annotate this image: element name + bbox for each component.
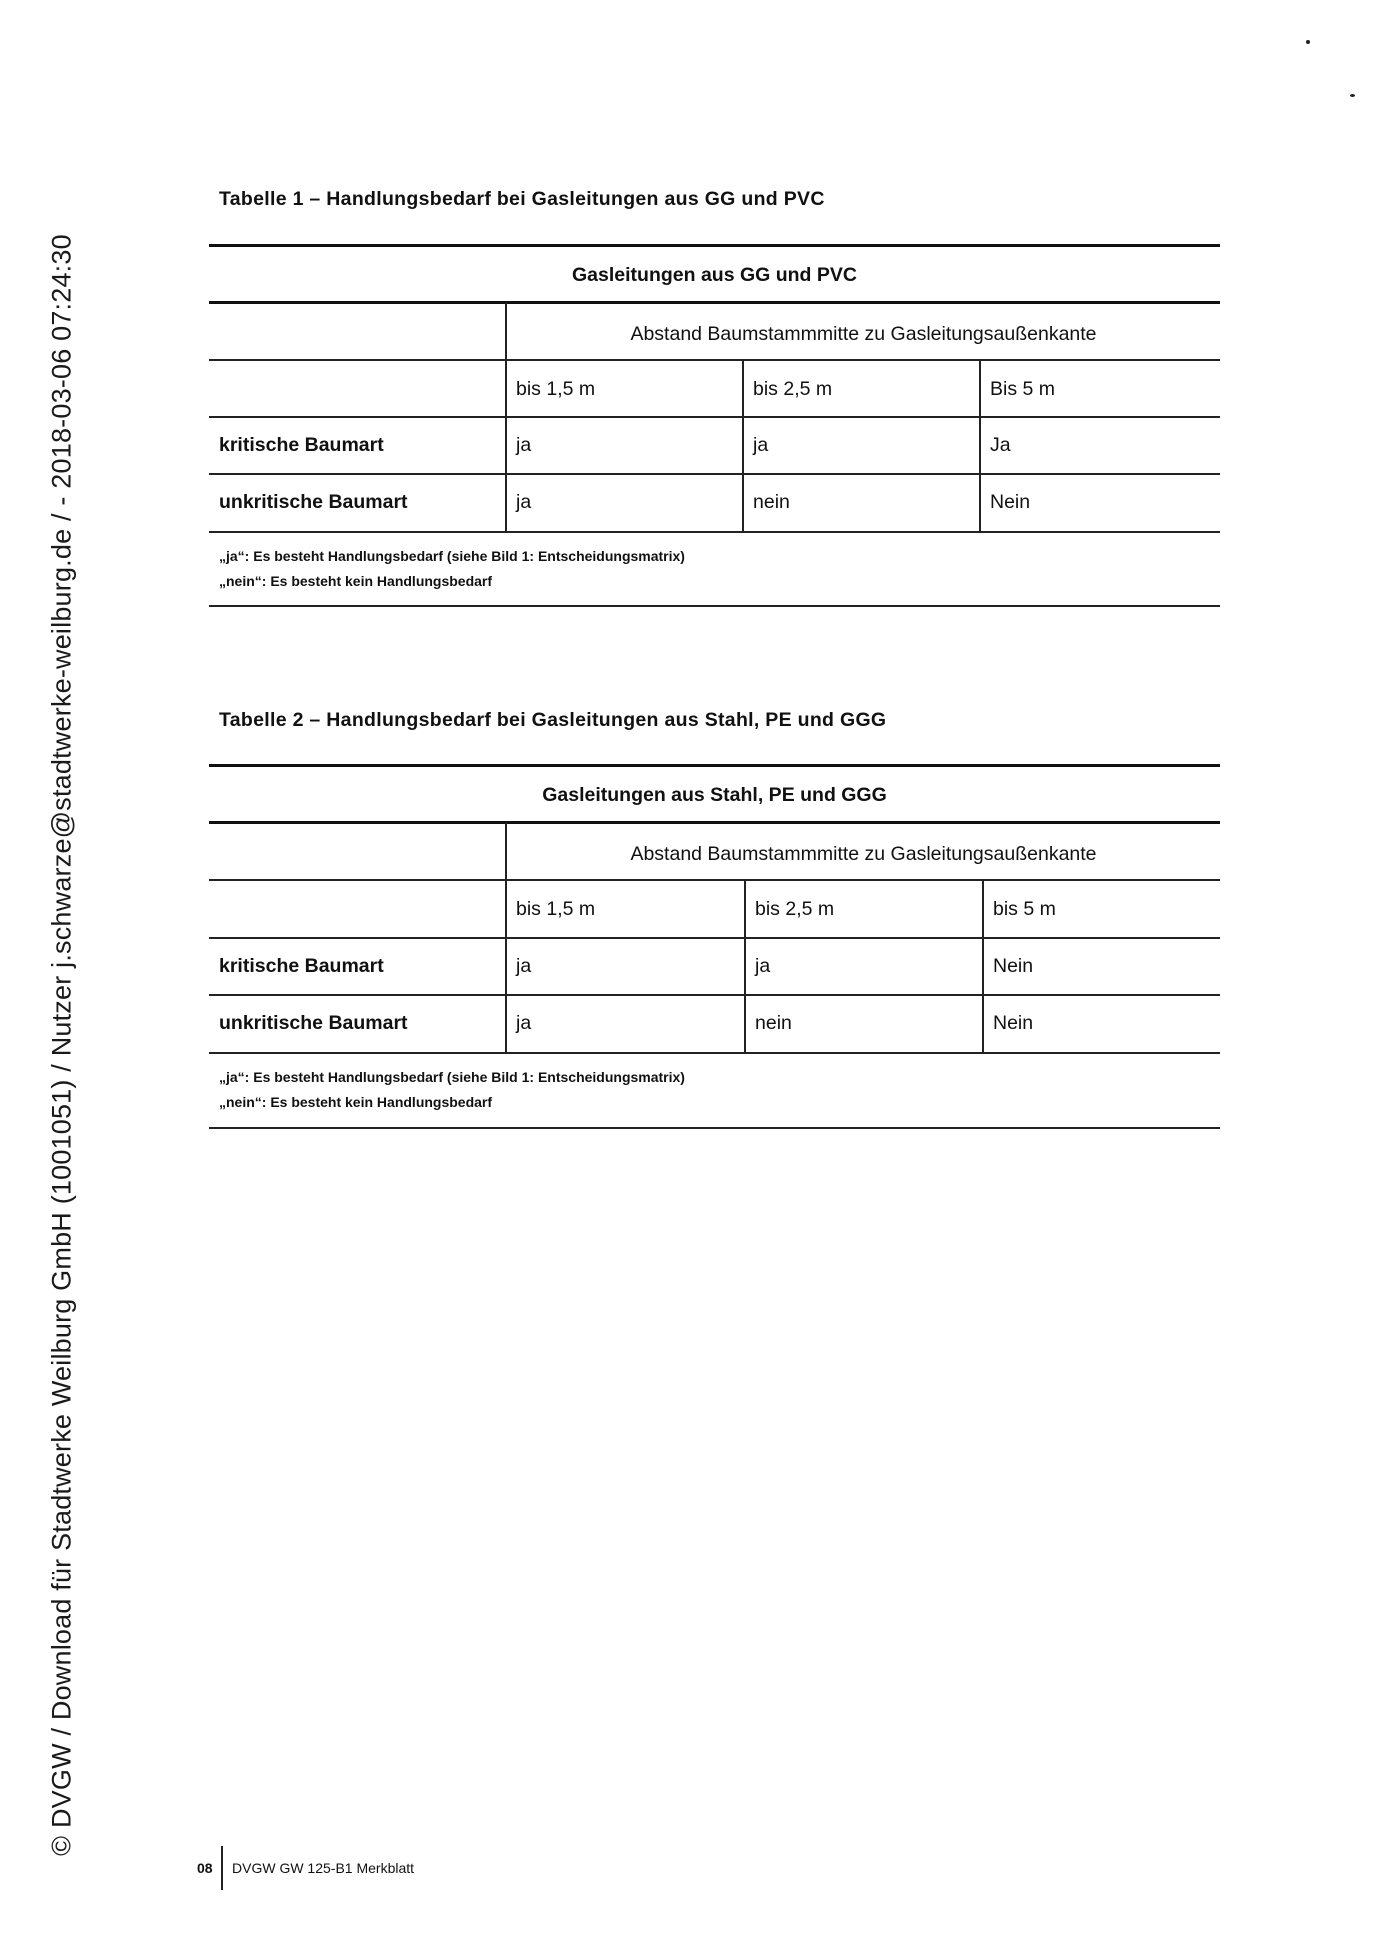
table2-row-rule [209,937,1220,939]
table1-row-rule [209,531,1220,533]
table1-header-rule [209,301,1220,304]
table2-col-header: bis 2,5 m [755,898,835,920]
table1-cell: Nein [990,491,1031,513]
table2-cell: nein [755,1012,792,1034]
table1-cell: ja [516,434,532,456]
table1-header: Gasleitungen aus GG und PVC [572,264,857,286]
table1-col-divider [742,360,744,532]
table2-note: „nein“: Es besteht kein Handlungsbedarf [219,1094,493,1110]
table2-row-rule [209,879,1220,881]
table2-col-header: bis 5 m [993,898,1056,920]
table2-top-rule [209,764,1220,767]
table1-row-rule [209,473,1220,475]
table1-bottom-rule [209,605,1220,607]
table1-cell: ja [753,434,769,456]
table1-col-header: bis 1,5 m [516,378,596,400]
table2-col-divider [982,880,984,1053]
table2 [209,764,1220,1128]
table2-row-rule [209,994,1220,996]
table1-cell: ja [516,491,532,513]
scan-speck [1306,40,1310,44]
table2-header-rule [209,821,1220,824]
table2-caption: Tabelle 2 – Handlungsbedarf bei Gasleitungen aus Stahl, PE und GGG [219,709,887,731]
footer-doc-title: DVGW GW 125-B1 Merkblatt [232,1860,415,1876]
table2-subheader: Abstand Baumstammmitte zu Gasleitungsaußenkante [630,843,1097,865]
table1-top-rule [209,244,1220,247]
watermark-text: © DVGW / Download für Stadtwerke Weilburg GmbH (1001051) / Nutzer j.schwarze@stadtwerke-weilburg.de / - 2018-03-06 07:24:30 [46,234,77,1856]
table1-row-label: unkritische Baumart [219,491,408,513]
table1-subheader: Abstand Baumstammmitte zu Gasleitungsaußenkante [630,323,1097,345]
table2-bottom-rule [209,1127,1220,1129]
table2-cell: Nein [993,955,1034,977]
table1-cell: Ja [990,434,1011,456]
table1 [209,244,1220,606]
table2-row-label: kritische Baumart [219,955,384,977]
table1-cell: nein [753,491,790,513]
table1-col-header: bis 2,5 m [753,378,833,400]
table2-cell: Nein [993,1012,1034,1034]
table2-row-rule [209,1052,1220,1054]
footer-divider [221,1846,223,1890]
table1-col-divider [979,360,981,532]
table2-col-header: bis 1,5 m [516,898,596,920]
scan-speck [1350,94,1355,97]
table1-caption: Tabelle 1 – Handlungsbedarf bei Gasleitungen aus GG und PVC [219,188,825,210]
table1-col-header: Bis 5 m [990,378,1056,400]
table2-cell: ja [755,955,771,977]
table1-note: „ja“: Es besteht Handlungsbedarf (siehe Bild 1: Entscheidungsmatrix) [219,548,685,564]
table2-cell: ja [516,955,532,977]
page-number: 08 [197,1860,213,1876]
table2-header: Gasleitungen aus Stahl, PE und GGG [542,784,887,806]
table1-row-label: kritische Baumart [219,434,384,456]
table2-col-divider [744,880,746,1053]
table1-note: „nein“: Es besteht kein Handlungsbedarf [219,573,493,589]
table2-note: „ja“: Es besteht Handlungsbedarf (siehe Bild 1: Entscheidungsmatrix) [219,1069,685,1085]
table2-row-label: unkritische Baumart [219,1012,408,1034]
table1-row-rule [209,416,1220,418]
table2-cell: ja [516,1012,532,1034]
table1-row-rule [209,359,1220,361]
